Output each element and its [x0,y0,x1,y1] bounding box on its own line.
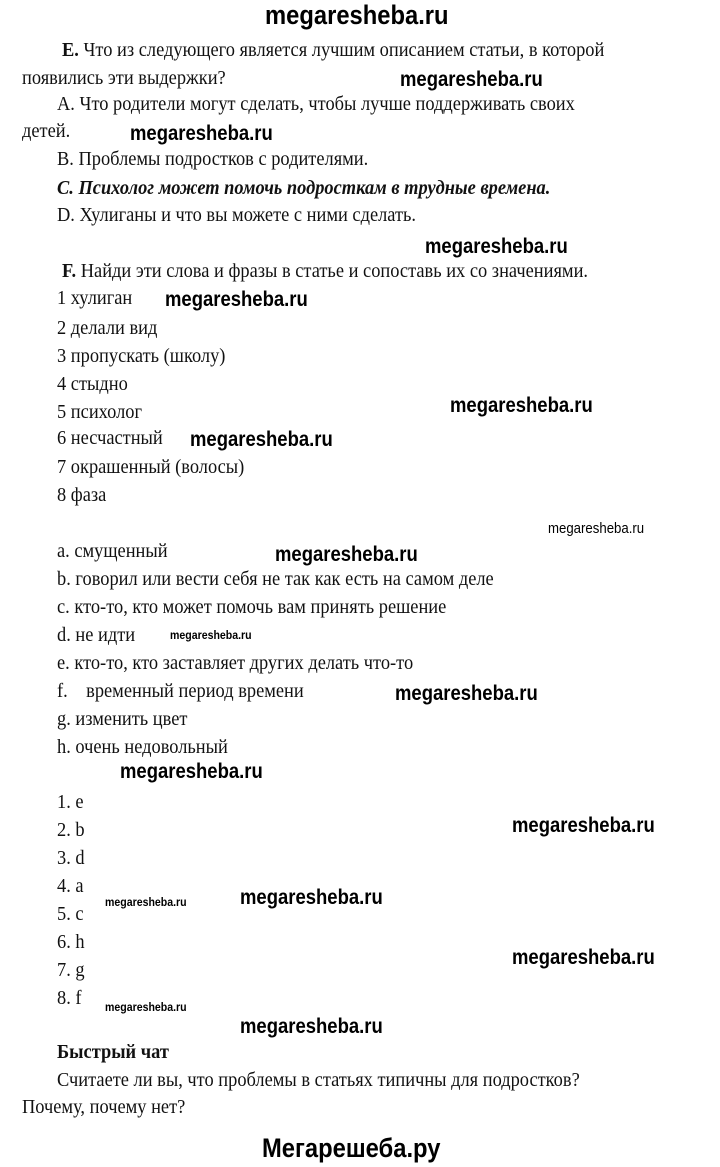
answer-item: 8. f [57,987,82,1009]
answer-item: 5. c [57,903,84,925]
watermark: megaresheba.ru [105,895,187,909]
meaning-item: h. очень недовольный [57,736,228,758]
answer-item: 3. d [57,847,85,869]
meaning-item: e. кто-то, кто заставляет других делать что-то [57,652,414,674]
quick-chat-line2: Почему, почему нет? [22,1096,186,1118]
option-a-line1: A. Что родители могут сделать, чтобы лучше поддерживать своих [57,93,575,115]
question-e-line1 [62,38,604,62]
watermark: megaresheba.ru [275,543,418,566]
watermark: megaresheba.ru [240,886,383,909]
watermark: megaresheba.ru [240,1015,383,1038]
word-item: 6 несчастный [57,427,163,449]
watermark: megaresheba.ru [450,394,593,417]
option-a-line2: детей. [22,120,71,142]
meaning-item: a. смущенный [57,540,168,562]
question-f-text: Найди эти слова и фразы в статье и сопоставь их со значениями. [76,260,589,282]
header-watermark: megaresheba.ru [265,0,449,30]
watermark: megaresheba.ru [425,235,568,258]
meaning-item: c. кто-то, кто может помочь вам принять решение [57,596,447,618]
watermark: megaresheba.ru [548,520,645,537]
question-f-label: F. [62,260,77,282]
watermark: megaresheba.ru [512,946,655,969]
option-b: B. Проблемы подростков с родителями. [57,148,369,170]
watermark: megaresheba.ru [120,760,263,783]
quick-chat-title: Быстрый чат [57,1041,169,1063]
watermark: megaresheba.ru [395,682,538,705]
watermark: megaresheba.ru [130,122,273,145]
answer-item: 4. a [57,875,84,897]
question-e-label: E. [62,39,79,61]
option-c-correct: C. Психолог может помочь подросткам в трудные времена. [57,177,551,199]
word-item: 3 пропускать (школу) [57,345,226,367]
question-e-text: Что из следующего является лучшим описанием статьи, в которой [78,39,605,61]
answer-item: 1. e [57,791,84,813]
watermark: megaresheba.ru [105,1000,187,1014]
footer-watermark: Мегарешеба.ру [262,1133,441,1163]
quick-chat-line1: Считаете ли вы, что проблемы в статьях типичны для подростков? [57,1069,580,1091]
meaning-item: d. не идти [57,624,136,646]
meaning-item: g. изменить цвет [57,708,188,730]
answer-item: 6. h [57,931,85,953]
word-item: 5 психолог [57,401,143,423]
watermark: megaresheba.ru [512,814,655,837]
watermark: megaresheba.ru [170,628,252,642]
watermark: megaresheba.ru [190,428,333,451]
answer-item: 2. b [57,819,85,841]
meaning-item: b. говорил или вести себя не так как есть на самом деле [57,568,494,590]
watermark: megaresheba.ru [165,288,308,311]
word-item: 2 делали вид [57,317,158,339]
question-e-line2: появились эти выдержки? [22,67,226,89]
word-item: 1 хулиган [57,287,133,309]
meaning-item: f. временный период времени [57,680,304,702]
watermark: megaresheba.ru [400,68,543,91]
word-item: 7 окрашенный (волосы) [57,456,245,478]
answer-item: 7. g [57,959,85,981]
word-item: 8 фаза [57,484,107,506]
word-item: 4 стыдно [57,373,128,395]
question-f [62,259,588,283]
option-d: D. Хулиганы и что вы можете с ними сделать. [57,204,417,226]
